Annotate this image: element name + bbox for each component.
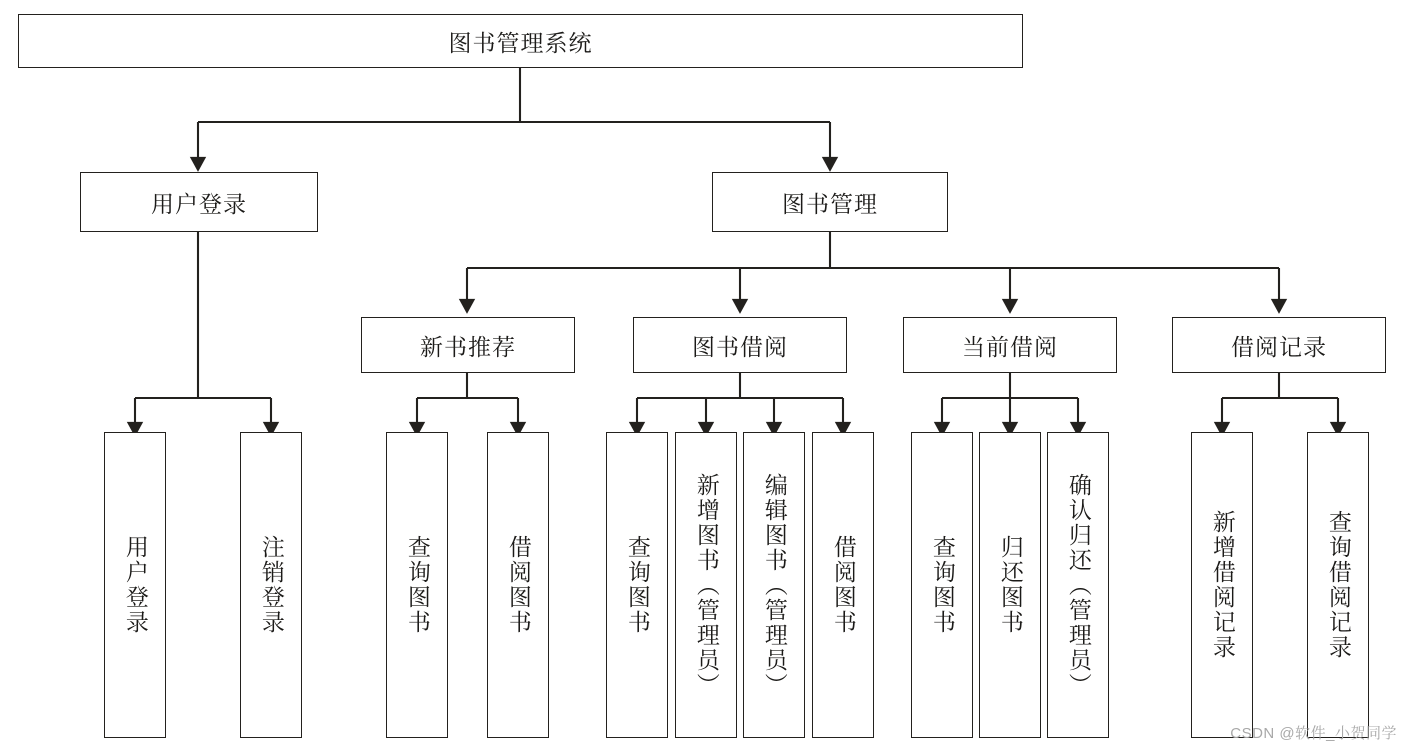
node-leaf-user-logout-label: 注销登录 [258, 535, 285, 635]
node-leaf-confirm-return[interactable] [1047, 432, 1109, 738]
node-leaf-query-record[interactable] [1307, 432, 1369, 738]
node-leaf-query-book-2[interactable] [606, 432, 668, 738]
node-leaf-user-login-label: 用户登录 [122, 535, 149, 635]
node-root[interactable] [18, 14, 1023, 68]
node-root-label: 图书管理系统 [448, 29, 593, 56]
node-leaf-return-book[interactable] [979, 432, 1041, 738]
node-leaf-query-book-3[interactable] [911, 432, 973, 738]
node-leaf-query-book-2-label: 查询图书 [624, 535, 651, 635]
node-leaf-query-book-3-label: 查询图书 [929, 535, 956, 635]
node-book-management[interactable] [712, 172, 948, 232]
node-leaf-borrow-book-1-label: 借阅图书 [505, 535, 532, 635]
node-leaf-query-book-1[interactable] [386, 432, 448, 738]
node-leaf-edit-book-label: 编辑图书（管理员） [761, 472, 788, 698]
node-leaf-add-record[interactable] [1191, 432, 1253, 738]
node-leaf-add-book-label: 新增图书（管理员） [693, 472, 720, 698]
node-new-book-recommend-label: 新书推荐 [420, 333, 516, 360]
node-book-management-label: 图书管理 [782, 190, 878, 217]
node-leaf-borrow-book-2-label: 借阅图书 [830, 535, 857, 635]
node-leaf-edit-book[interactable] [743, 432, 805, 738]
node-leaf-add-record-label: 新增借阅记录 [1209, 510, 1236, 660]
node-new-book-recommend[interactable] [361, 317, 575, 373]
node-borrow-record[interactable] [1172, 317, 1386, 373]
node-leaf-add-book[interactable] [675, 432, 737, 738]
node-current-borrow[interactable] [903, 317, 1117, 373]
watermark: CSDN @软件_小贺同学 [1230, 725, 1397, 742]
node-leaf-user-login[interactable] [104, 432, 166, 738]
node-borrow-record-label: 借阅记录 [1231, 333, 1327, 360]
node-leaf-query-book-1-label: 查询图书 [404, 535, 431, 635]
node-leaf-confirm-return-label: 确认归还（管理员） [1065, 472, 1092, 698]
node-leaf-return-book-label: 归还图书 [997, 535, 1024, 635]
node-current-borrow-label: 当前借阅 [962, 333, 1058, 360]
node-book-borrow-label: 图书借阅 [692, 333, 788, 360]
node-leaf-borrow-book-1[interactable] [487, 432, 549, 738]
node-leaf-borrow-book-2[interactable] [812, 432, 874, 738]
node-leaf-query-record-label: 查询借阅记录 [1325, 510, 1352, 660]
node-book-borrow[interactable] [633, 317, 847, 373]
node-user-login[interactable] [80, 172, 318, 232]
node-user-login-label: 用户登录 [151, 190, 247, 217]
node-leaf-user-logout[interactable] [240, 432, 302, 738]
